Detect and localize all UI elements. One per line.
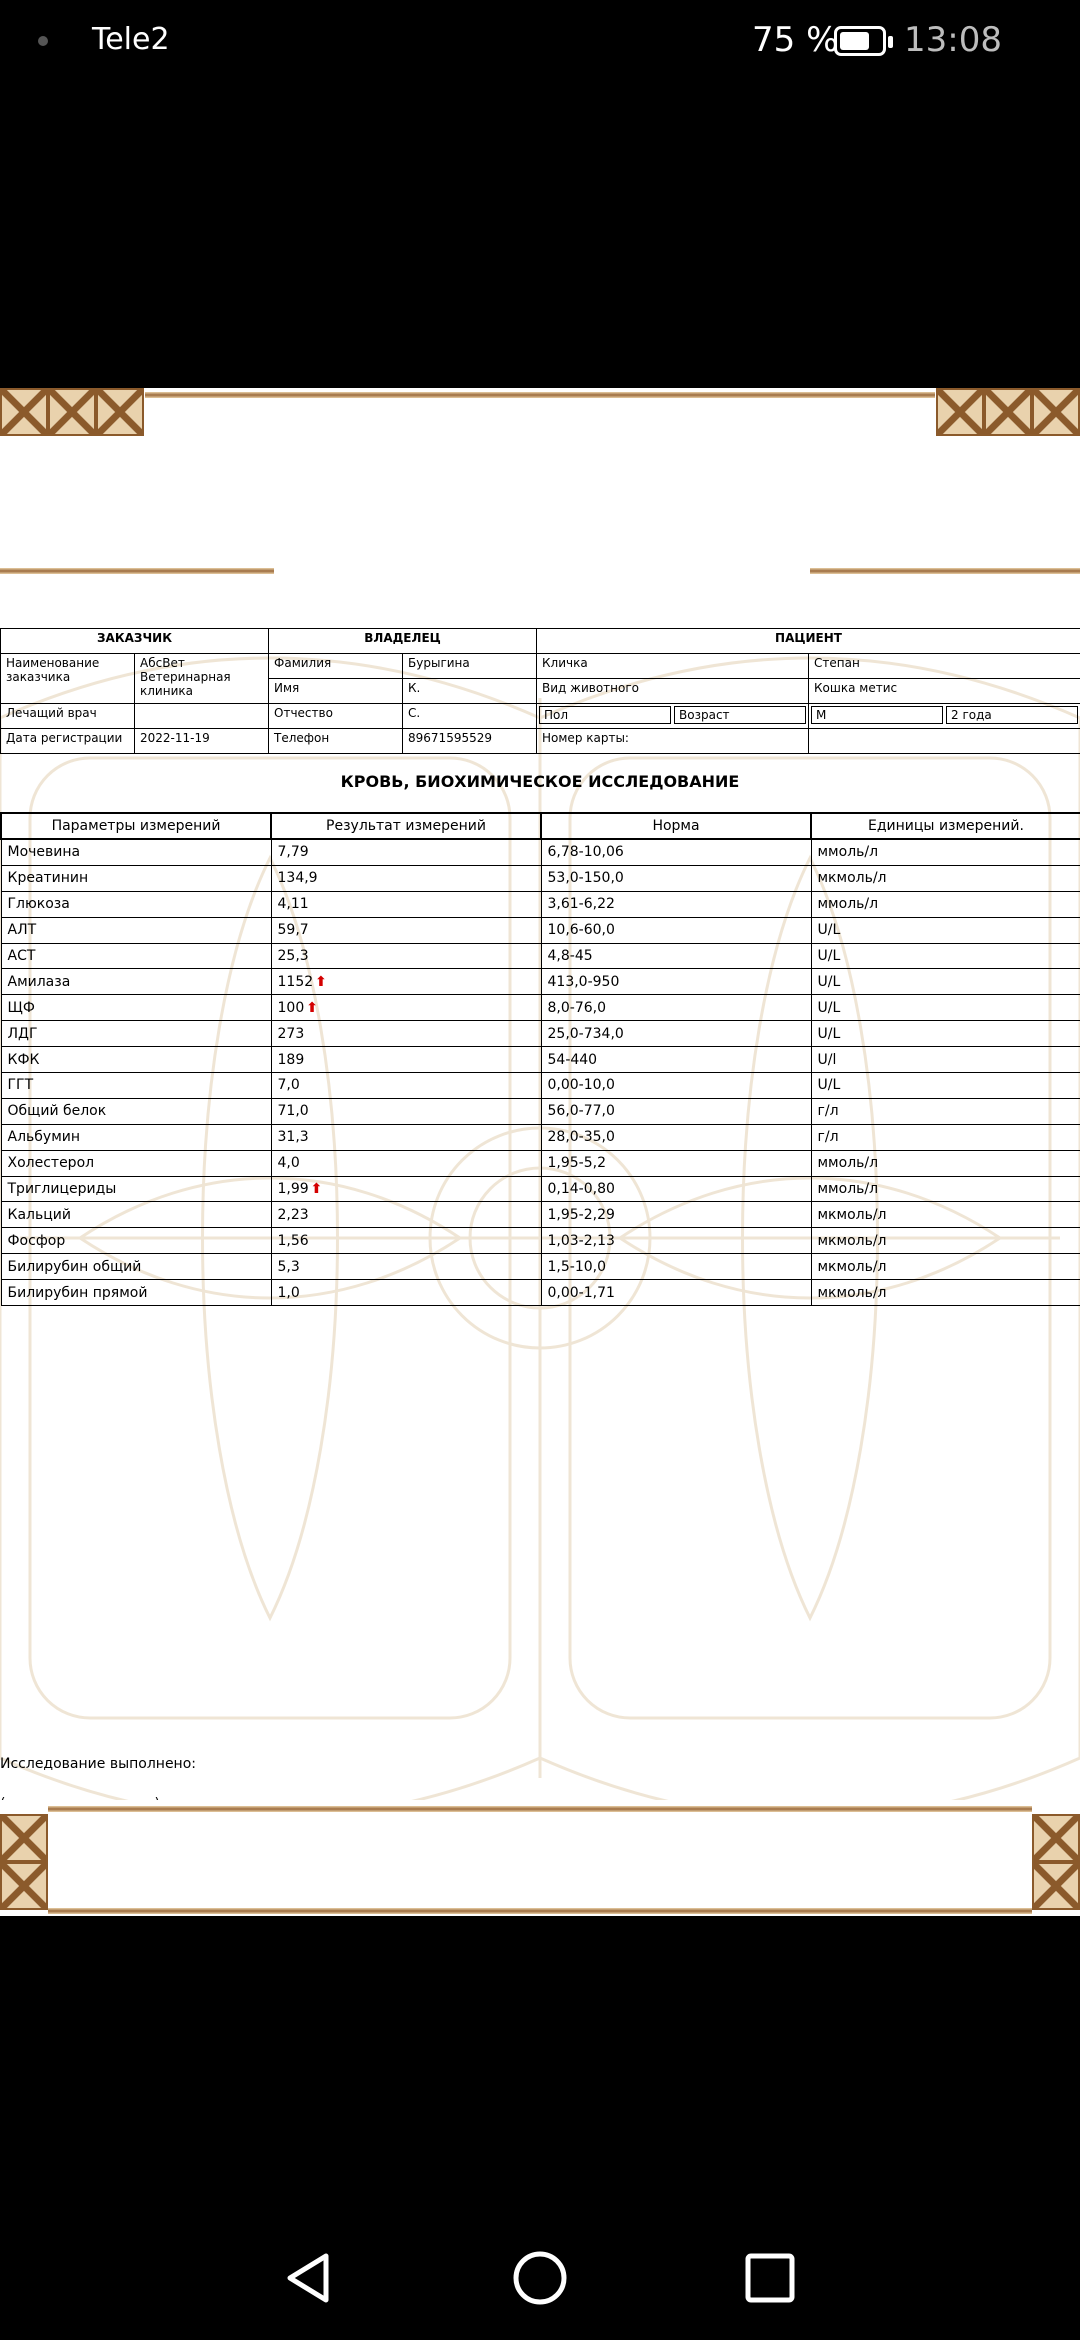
norm-cell-text: 1,03-2,13 bbox=[547, 1232, 615, 1249]
norm-cell-text: 54-440 bbox=[547, 1051, 598, 1068]
table-row bbox=[1, 891, 1080, 917]
doctor-value bbox=[135, 704, 269, 729]
customer-name-label: Наименование заказчика bbox=[1, 654, 135, 704]
name-value: К. bbox=[403, 679, 537, 704]
norm-cell bbox=[541, 865, 811, 891]
corner-ornament-icon bbox=[1032, 388, 1080, 436]
result-cell bbox=[271, 1228, 541, 1254]
corner-ornament-icon bbox=[0, 1862, 48, 1910]
param-cell bbox=[1, 891, 271, 917]
battery-icon bbox=[834, 26, 886, 56]
unit-cell bbox=[811, 1047, 1080, 1073]
result-cell-text: 1152 bbox=[277, 973, 314, 990]
result-cell bbox=[271, 995, 541, 1021]
battery-percent: 75 % bbox=[752, 20, 839, 60]
owner-header: ВЛАДЕЛЕЦ bbox=[269, 629, 537, 654]
norm-cell-text: 3,61-6,22 bbox=[547, 896, 615, 913]
phone-label: Телефон bbox=[269, 729, 403, 754]
param-cell-text: Триглицериды bbox=[7, 1181, 117, 1198]
unit-cell bbox=[811, 1124, 1080, 1150]
norm-cell bbox=[541, 1124, 811, 1150]
norm-cell-text: 53,0-150,0 bbox=[547, 870, 624, 887]
result-cell bbox=[271, 1073, 541, 1099]
result-cell-text: 4,11 bbox=[277, 896, 309, 913]
norm-cell-text: 0,14-0,80 bbox=[547, 1181, 615, 1198]
nickname-label: Кличка bbox=[537, 654, 809, 679]
param-cell-text: Общий белок bbox=[7, 1103, 107, 1120]
table-row bbox=[1, 1176, 1080, 1202]
norm-cell bbox=[541, 1228, 811, 1254]
corner-ornament-icon bbox=[936, 388, 984, 436]
high-arrow-icon: ⬆ bbox=[315, 973, 327, 990]
unit-cell bbox=[811, 1021, 1080, 1047]
table-row bbox=[1, 1124, 1080, 1150]
norm-cell bbox=[541, 1176, 811, 1202]
patronymic-label: Отчество bbox=[269, 704, 403, 729]
corner-ornament-icon bbox=[984, 388, 1032, 436]
norm-cell bbox=[541, 1073, 811, 1099]
table-row bbox=[1, 1280, 1080, 1306]
param-cell-text: Фосфор bbox=[7, 1232, 66, 1249]
norm-cell bbox=[541, 1150, 811, 1176]
sex-age-values bbox=[809, 704, 1080, 729]
notification-dot-icon bbox=[38, 36, 48, 46]
sex-label: Пол bbox=[539, 706, 671, 724]
result-cell bbox=[271, 917, 541, 943]
corner-ornament-icon bbox=[0, 388, 48, 436]
norm-cell-text: 0,00-10,0 bbox=[547, 1077, 615, 1094]
result-cell-text: 1,99 bbox=[277, 1181, 309, 1198]
results-body bbox=[1, 839, 1080, 1306]
param-cell-text: Креатинин bbox=[7, 870, 89, 887]
column-header-result: Результат измерений bbox=[271, 813, 541, 839]
phone-value: 89671595529 bbox=[403, 729, 537, 754]
param-cell-text: Билирубин прямой bbox=[7, 1284, 148, 1301]
result-cell bbox=[271, 1202, 541, 1228]
result-cell-text: 31,3 bbox=[277, 1129, 309, 1146]
param-cell bbox=[1, 1176, 271, 1202]
frame-bottom-line bbox=[48, 1908, 1032, 1914]
param-cell-text: Мочевина bbox=[7, 844, 81, 861]
table-row bbox=[1, 865, 1080, 891]
param-cell bbox=[1, 1098, 271, 1124]
corner-ornament-icon bbox=[1032, 1862, 1080, 1910]
unit-cell bbox=[811, 1202, 1080, 1228]
table-row bbox=[1, 1202, 1080, 1228]
result-cell-text: 134,9 bbox=[277, 870, 318, 887]
status-bar bbox=[0, 0, 1080, 86]
unit-cell-text: мкмоль/л bbox=[817, 1284, 887, 1301]
unit-cell bbox=[811, 943, 1080, 969]
card-label: Номер карты: bbox=[537, 729, 809, 754]
norm-cell bbox=[541, 839, 811, 865]
high-arrow-icon: ⬆ bbox=[306, 999, 318, 1016]
unit-cell-text: мкмоль/л bbox=[817, 1206, 887, 1223]
param-cell-text: Холестерол bbox=[7, 1155, 95, 1172]
table-row bbox=[1, 1047, 1080, 1073]
result-cell bbox=[271, 1176, 541, 1202]
unit-cell bbox=[811, 1254, 1080, 1280]
unit-cell-text: ммоль/л bbox=[817, 896, 879, 913]
norm-cell-text: 10,6-60,0 bbox=[547, 922, 615, 939]
species-value: Кошка метис bbox=[809, 679, 1080, 704]
norm-cell bbox=[541, 995, 811, 1021]
reg-date-value: 2022-11-19 bbox=[135, 729, 269, 754]
result-cell-text: 7,0 bbox=[277, 1077, 300, 1094]
param-cell-text: ГГТ bbox=[7, 1077, 34, 1094]
table-row bbox=[1, 1228, 1080, 1254]
result-cell bbox=[271, 1047, 541, 1073]
unit-cell-text: U/L bbox=[817, 999, 841, 1016]
surname-label: Фамилия bbox=[269, 654, 403, 679]
param-cell bbox=[1, 1228, 271, 1254]
result-cell-text: 2,23 bbox=[277, 1206, 309, 1223]
unit-cell-text: г/л bbox=[817, 1129, 839, 1146]
param-cell-text: Глюкоза bbox=[7, 896, 70, 913]
param-cell bbox=[1, 1047, 271, 1073]
result-cell bbox=[271, 943, 541, 969]
unit-cell-text: U/L bbox=[817, 922, 841, 939]
unit-cell bbox=[811, 1098, 1080, 1124]
table-row bbox=[1, 1254, 1080, 1280]
norm-cell bbox=[541, 1202, 811, 1228]
unit-cell bbox=[811, 1176, 1080, 1202]
customer-name-value: АбсВет Ветеринарная клиника bbox=[135, 654, 269, 704]
norm-cell-text: 56,0-77,0 bbox=[547, 1103, 615, 1120]
param-cell-text: Амилаза bbox=[7, 973, 71, 990]
result-cell bbox=[271, 1124, 541, 1150]
unit-cell bbox=[811, 1280, 1080, 1306]
carrier-name: Tele2 bbox=[92, 22, 170, 57]
name-label: Имя bbox=[269, 679, 403, 704]
species-label: Вид животного bbox=[537, 679, 809, 704]
unit-cell-text: ммоль/л bbox=[817, 1155, 879, 1172]
param-cell-text: Кальций bbox=[7, 1206, 71, 1223]
norm-cell-text: 28,0-35,0 bbox=[547, 1129, 615, 1146]
high-arrow-icon: ⬆ bbox=[310, 1181, 323, 1198]
result-cell bbox=[271, 969, 541, 995]
corner-ornament-icon bbox=[48, 388, 96, 436]
norm-cell-text: 6,78-10,06 bbox=[547, 844, 624, 861]
card-value bbox=[809, 729, 1080, 754]
result-cell bbox=[271, 865, 541, 891]
customer-header: ЗАКАЗЧИК bbox=[1, 629, 269, 654]
frame-bottom-top-line bbox=[48, 1806, 1032, 1812]
unit-cell bbox=[811, 995, 1080, 1021]
norm-cell bbox=[541, 1098, 811, 1124]
param-cell-text: Альбумин bbox=[7, 1129, 81, 1146]
result-cell-text: 7,79 bbox=[277, 844, 309, 861]
param-cell-text: АСТ bbox=[7, 948, 36, 964]
unit-cell bbox=[811, 839, 1080, 865]
column-header-param: Параметры измерений bbox=[1, 813, 271, 839]
param-cell bbox=[1, 865, 271, 891]
param-cell bbox=[1, 839, 271, 865]
norm-cell-text: 1,95-2,29 bbox=[547, 1206, 615, 1223]
table-row bbox=[1, 839, 1080, 865]
param-cell bbox=[1, 1021, 271, 1047]
unit-cell bbox=[811, 969, 1080, 995]
result-cell bbox=[271, 891, 541, 917]
param-cell-text: ЛДГ bbox=[7, 1025, 38, 1042]
clock: 13:08 bbox=[904, 20, 1002, 60]
unit-cell-text: мкмоль/л bbox=[817, 1232, 887, 1249]
nickname-value: Степан bbox=[809, 654, 1080, 679]
patient-header: ПАЦИЕНТ bbox=[537, 629, 1080, 654]
param-cell bbox=[1, 1150, 271, 1176]
norm-cell-text: 4,8-45 bbox=[547, 948, 593, 964]
surname-value: Бурыгина bbox=[403, 654, 537, 679]
column-header-norm: Норма bbox=[541, 813, 811, 839]
norm-cell bbox=[541, 1280, 811, 1306]
table-row bbox=[1, 1098, 1080, 1124]
frame-left-bar bbox=[0, 568, 274, 574]
unit-cell bbox=[811, 1073, 1080, 1099]
norm-cell bbox=[541, 1254, 811, 1280]
result-cell-text: 4,0 bbox=[277, 1155, 300, 1172]
param-cell bbox=[1, 1202, 271, 1228]
norm-cell-text: 1,5-10,0 bbox=[547, 1258, 606, 1275]
result-cell-text: 273 bbox=[277, 1025, 305, 1042]
document-page[interactable] bbox=[0, 388, 1080, 1916]
back-triangle-icon[interactable] bbox=[282, 2250, 334, 2306]
param-cell bbox=[1, 943, 271, 969]
reg-date-label: Дата регистрации bbox=[1, 729, 135, 754]
param-cell bbox=[1, 1254, 271, 1280]
corner-ornament-icon bbox=[1032, 1814, 1080, 1862]
table-row bbox=[1, 943, 1080, 969]
table-row bbox=[1, 1073, 1080, 1099]
corner-ornament-icon bbox=[96, 388, 144, 436]
patronymic-value: С. bbox=[403, 704, 537, 729]
unit-cell-text: U/L bbox=[817, 948, 841, 964]
document-title: КРОВЬ, БИОХИМИЧЕСКОЕ ИССЛЕДОВАНИЕ bbox=[340, 772, 740, 791]
results-table bbox=[0, 812, 1080, 1306]
result-cell bbox=[271, 839, 541, 865]
param-cell-text: КФК bbox=[7, 1051, 40, 1068]
unit-cell bbox=[811, 917, 1080, 943]
norm-cell bbox=[541, 969, 811, 995]
table-row bbox=[1, 1021, 1080, 1047]
unit-cell-text: мкмоль/л bbox=[817, 870, 887, 887]
result-cell-text: 1,56 bbox=[277, 1232, 309, 1249]
sex-value: М bbox=[811, 706, 943, 724]
param-cell-text: ЩФ bbox=[7, 999, 35, 1016]
frame-right-bar bbox=[810, 568, 1080, 574]
corner-ornament-icon bbox=[0, 1814, 48, 1862]
param-cell bbox=[1, 995, 271, 1021]
unit-cell-text: ммоль/л bbox=[817, 844, 879, 861]
doctor-label: Лечащий врач bbox=[1, 704, 135, 729]
unit-cell-text: мкмоль/л bbox=[817, 1258, 887, 1275]
navigation-bar bbox=[0, 2220, 1080, 2340]
result-cell bbox=[271, 1021, 541, 1047]
sex-age-labels bbox=[537, 704, 809, 729]
result-cell bbox=[271, 1280, 541, 1306]
header-table bbox=[0, 628, 1080, 754]
unit-cell-text: U/L bbox=[817, 1025, 841, 1042]
norm-cell bbox=[541, 917, 811, 943]
norm-cell-text: 0,00-1,71 bbox=[547, 1284, 615, 1301]
norm-cell-text: 8,0-76,0 bbox=[547, 999, 606, 1016]
norm-cell bbox=[541, 1047, 811, 1073]
battery-fill bbox=[840, 32, 869, 50]
result-cell bbox=[271, 1098, 541, 1124]
param-cell bbox=[1, 1280, 271, 1306]
result-cell-text: 59,7 bbox=[277, 922, 309, 939]
norm-cell bbox=[541, 891, 811, 917]
performed-line: Исследование выполнено: bbox=[0, 1756, 196, 1772]
unit-cell-text: U/l bbox=[817, 1051, 837, 1068]
result-cell-text: 189 bbox=[277, 1051, 305, 1068]
unit-cell-text: U/L bbox=[817, 1077, 841, 1094]
table-row bbox=[1, 1150, 1080, 1176]
param-cell bbox=[1, 1073, 271, 1099]
unit-cell-text: г/л bbox=[817, 1103, 839, 1120]
home-circle-icon[interactable] bbox=[512, 2250, 568, 2306]
param-cell bbox=[1, 1124, 271, 1150]
table-row bbox=[1, 995, 1080, 1021]
param-cell-text: Билирубин общий bbox=[7, 1258, 142, 1275]
frame-top-line bbox=[145, 392, 935, 398]
norm-cell bbox=[541, 1021, 811, 1047]
param-cell bbox=[1, 917, 271, 943]
norm-cell-text: 25,0-734,0 bbox=[547, 1025, 624, 1042]
column-header-unit: Единицы измерений. bbox=[811, 813, 1080, 839]
norm-cell-text: 413,0-950 bbox=[547, 973, 620, 990]
recents-square-icon[interactable] bbox=[744, 2252, 796, 2304]
param-cell bbox=[1, 969, 271, 995]
age-label: Возраст bbox=[674, 706, 806, 724]
battery-cap bbox=[888, 36, 893, 48]
norm-cell bbox=[541, 943, 811, 969]
unit-cell bbox=[811, 1150, 1080, 1176]
document-bottom-strip bbox=[0, 1800, 1080, 1916]
result-cell-text: 100 bbox=[277, 999, 305, 1016]
table-row bbox=[1, 969, 1080, 995]
result-cell-text: 71,0 bbox=[277, 1103, 309, 1120]
unit-cell bbox=[811, 1228, 1080, 1254]
param-cell-text: АЛТ bbox=[7, 922, 37, 939]
unit-cell bbox=[811, 865, 1080, 891]
result-cell-text: 5,3 bbox=[277, 1258, 300, 1275]
result-cell bbox=[271, 1254, 541, 1280]
result-cell bbox=[271, 1150, 541, 1176]
result-cell-text: 1,0 bbox=[277, 1284, 300, 1301]
unit-cell bbox=[811, 891, 1080, 917]
norm-cell-text: 1,95-5,2 bbox=[547, 1155, 606, 1172]
result-cell-text: 25,3 bbox=[277, 948, 309, 964]
unit-cell-text: ммоль/л bbox=[817, 1181, 879, 1198]
unit-cell-text: U/L bbox=[817, 973, 841, 990]
table-row bbox=[1, 917, 1080, 943]
age-value: 2 года bbox=[946, 706, 1078, 724]
